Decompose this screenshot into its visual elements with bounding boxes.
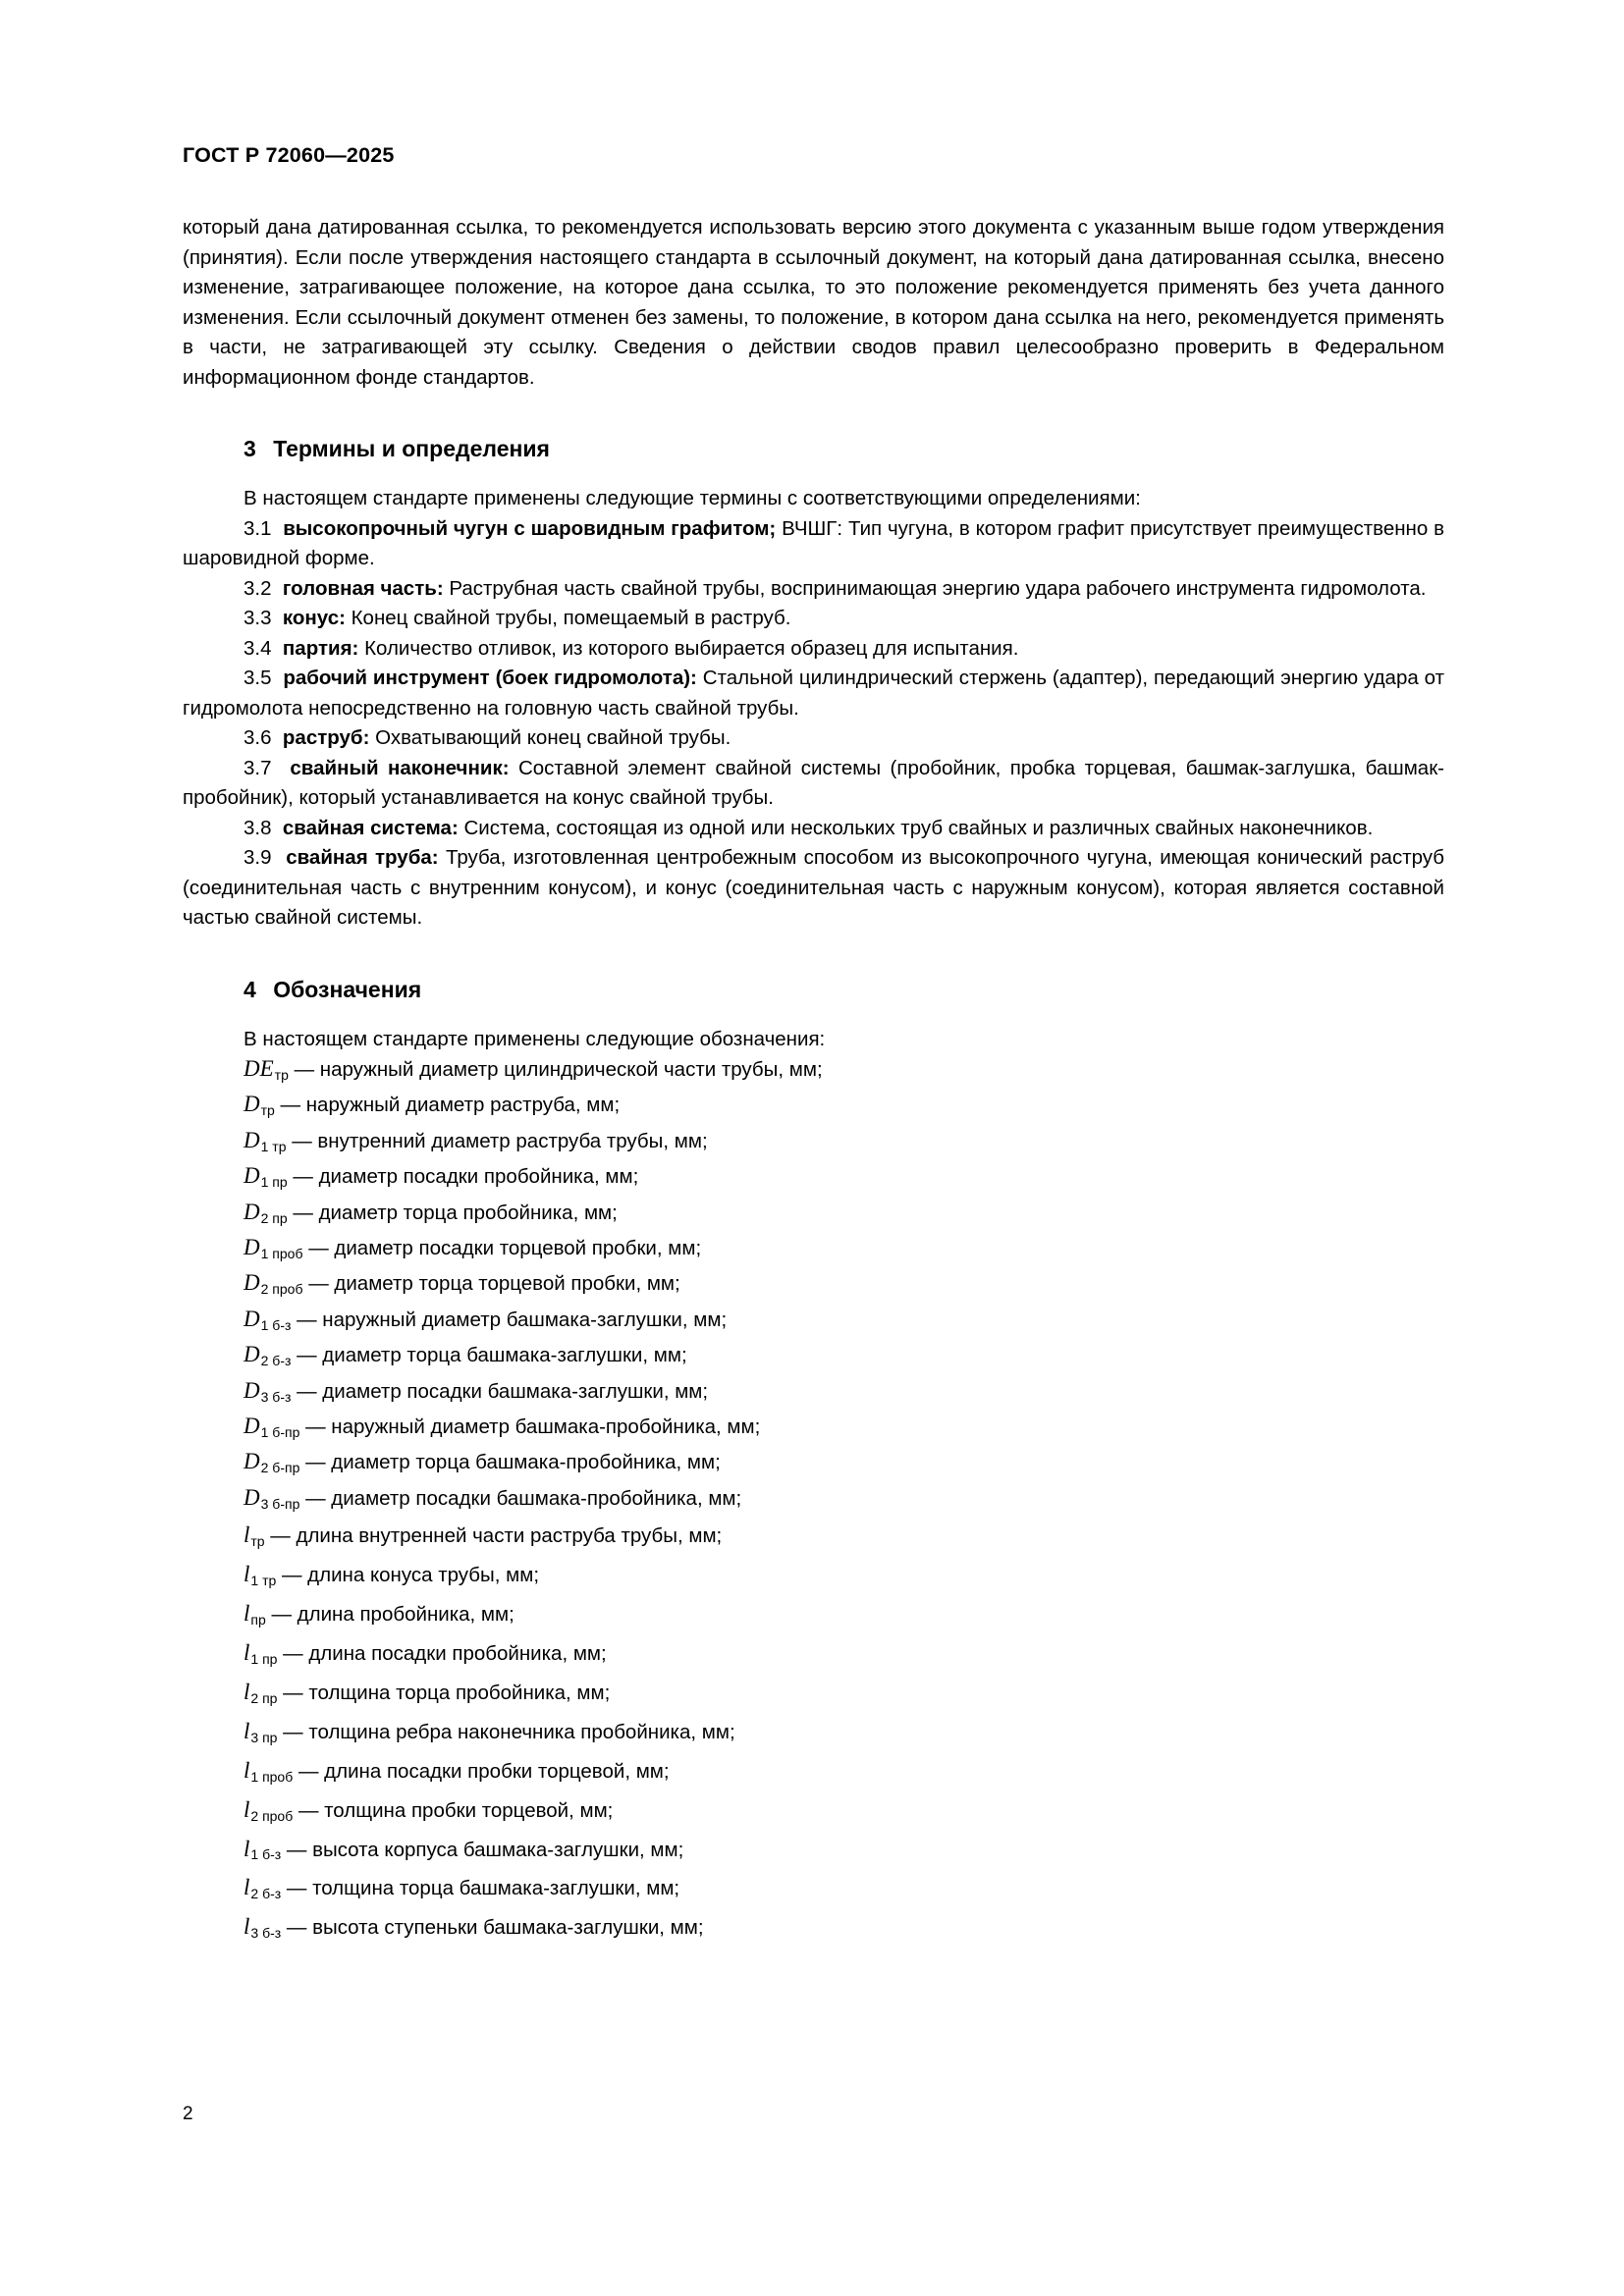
symbol-item [183,1597,1444,1636]
term-definition: Труба, изготовленная центробежным способом из высокопрочного чугуна, имеющая конический раструб (соединительная часть с внутренним конусом), и конус (соединительная часть с наружным конусом), которая является составной частью свайной системы. [183,846,1444,929]
term-name: свайная система: [282,816,459,839]
symbol-item [183,1376,1444,1412]
symbol-glyph: $l_{3 пр}$ [244,1718,278,1745]
symbol-item [183,1340,1444,1375]
term-definition: ВЧШГ: Тип чугуна, в котором графит присутствует преимущественно в шаровидной форме. [183,516,1444,569]
symbol-glyph: $D_{тр}$ [244,1092,275,1119]
term-number: 3.7 [244,756,272,779]
symbol-item [183,1833,1444,1872]
symbol-glyph: $l_{2 б-з}$ [244,1875,282,1902]
term-item [183,664,1444,723]
term-name: раструб: [282,726,370,749]
section-heading-4 [244,977,1444,1003]
symbol-item [183,1161,1444,1197]
symbol-description: — высота корпуса башмака-заглушки, мм; [286,1838,684,1861]
term-number: 3.6 [244,726,272,749]
symbol-description: — длина внутренней части раструба трубы, мм; [270,1524,723,1548]
symbol-glyph: $l_{тр}$ [244,1522,265,1550]
symbol-description: — диаметр торца башмака-заглушки, мм; [297,1344,687,1367]
symbol-glyph: $D_{1 б-пр}$ [244,1414,300,1440]
symbol-description: — внутренний диаметр раструба трубы, мм; [292,1129,708,1152]
symbol-item [183,1793,1444,1833]
symbol-description: — диаметр посадки торцевой пробки, мм; [308,1237,702,1260]
term-name: высокопрочный чугун с шаровидным графитом; [283,516,777,540]
symbol-glyph: $D_{2 б-з}$ [244,1342,292,1369]
symbol-description: — толщина торца башмака-заглушки, мм; [286,1877,680,1900]
term-definition: Охватывающий конец свайной трубы. [369,726,731,749]
symbol-description: — диаметр торца башмака-пробойника, мм; [305,1451,721,1474]
symbol-item [183,1871,1444,1910]
symbol-description: — диаметр посадки пробойника, мм; [293,1165,639,1189]
symbol-glyph: $D_{1 тр}$ [244,1127,287,1154]
symbol-glyph: $D_{3 б-пр}$ [244,1484,300,1512]
term-number: 3.8 [244,816,272,839]
symbol-item [183,1412,1444,1447]
symbol-glyph: $l_{2 проб}$ [244,1796,294,1824]
symbol-description: — толщина пробки торцевой, мм; [298,1798,614,1822]
symbol-description: — длина посадки пробойника, мм; [283,1642,607,1665]
term-name: рабочий инструмент (боек гидромолота): [283,667,697,689]
section-number-4: 4 [244,976,256,1002]
symbol-description: — высота ступеньки башмака-заглушки, мм; [286,1916,704,1940]
symbol-item [183,1198,1444,1233]
symbol-item [183,1090,1444,1125]
symbol-item [183,1268,1444,1304]
symbol-description: — диаметр торца торцевой пробки, мм; [308,1272,680,1296]
term-item [183,514,1444,574]
term-item [183,843,1444,934]
intro-paragraph: который дана датированная ссылка, то рекомендуется использовать версию этого документа с указанным выше годом утверждения (принятия). Если после утверждения настоящего стандарта в ссылочный документ, на который дана датированная ссылка, внесено изменение, затрагивающее положение, на которое дана ссылка, то это положение рекомендуется применять без учета данного изменения. Если ссылочный документ отменен без замены, то положение, в котором дана ссылка на него, рекомендуется применять в части, не затрагивающей эту ссылку. Сведения о действии сводов правил целесообразно проверить в Федеральном информационном фонде стандартов. [183,216,1444,389]
symbol-glyph: $l_{1 тр}$ [244,1562,277,1589]
symbol-item [183,1233,1444,1268]
symbol-description: — наружный диаметр цилиндрической части трубы, мм; [294,1058,823,1081]
symbol-description: — наружный диаметр башмака-пробойника, мм; [305,1415,761,1439]
term-number: 3.2 [244,576,272,600]
symbol-glyph: $l_{3 б-з}$ [244,1914,282,1942]
symbol-item [183,1483,1444,1519]
term-name: конус: [282,607,346,629]
term-number: 3.1 [244,516,272,540]
symbol-description: — толщина ребра наконечника пробойника, мм; [283,1720,735,1743]
term-item [183,634,1444,665]
symbol-item [183,1305,1444,1340]
symbol-item [183,1910,1444,1949]
term-number: 3.5 [244,667,272,689]
intro-block [183,213,1444,393]
term-definition: Конец свайной трубы, помещаемый в раструб. [345,607,791,629]
term-item [183,604,1444,634]
section-title-4: Обозначения [273,976,422,1002]
term-item [183,754,1444,814]
term-definition: Раструбная часть свайной трубы, воспринимающая энергию удара рабочего инструмента гидромолота. [443,576,1427,600]
symbol-description: — длина пробойника, мм; [271,1603,514,1627]
symbol-item [183,1447,1444,1482]
symbol-glyph: $l_{1 б-з}$ [244,1836,282,1863]
term-item [183,723,1444,754]
term-item [183,574,1444,605]
page-content [183,143,1444,1949]
symbol-description: — диаметр посадки башмака-пробойника, мм; [305,1486,742,1510]
term-number: 3.4 [244,636,272,660]
symbol-description: — толщина торца пробойника, мм; [283,1681,611,1704]
term-definition: Система, состоящая из одной или нескольких труб свайных и различных свайных наконечников. [458,816,1374,839]
symbol-glyph: $D_{2 б-пр}$ [244,1449,300,1476]
term-definition: Стальной цилиндрический стержень (адаптер), передающий энергию удара от гидромолота непосредственно на головную часть свайной трубы. [183,667,1445,720]
symbol-glyph: $l_{2 пр}$ [244,1679,278,1706]
section-title-3: Термины и определения [273,436,550,461]
symbol-glyph: $D_{2 пр}$ [244,1199,288,1226]
symbol-description: — длина конуса трубы, мм; [281,1564,540,1587]
section-number-3: 3 [244,436,256,461]
section-3-lead: В настоящем стандарте применены следующие термины с соответствующими определениями: [244,487,1141,509]
symbol-glyph: $l_{1 проб}$ [244,1757,294,1785]
term-name: головная часть: [282,576,444,600]
section-heading-3 [244,436,1444,462]
term-number: 3.3 [244,607,272,629]
term-item [183,814,1444,844]
symbol-item [183,1519,1444,1558]
symbol-item [183,1715,1444,1754]
term-definition: Составной элемент свайной системы (пробойник, пробка торцевая, башмак-заглушка, башмак-пробойник), который устанавливается на конус свайной трубы. [183,756,1444,809]
symbol-description: — диаметр посадки башмака-заглушки, мм; [297,1379,709,1403]
symbol-description: — длина посадки пробки торцевой, мм; [298,1759,670,1783]
symbol-glyph: $D_{1 б-з}$ [244,1306,292,1333]
symbol-glyph: $D_{1 проб}$ [244,1235,303,1261]
term-number: 3.9 [244,846,272,869]
symbol-glyph: $D_{3 б-з}$ [244,1377,292,1405]
symbol-item [183,1558,1444,1597]
symbol-description: — диаметр торца пробойника, мм; [293,1201,618,1224]
symbol-glyph: $l_{пр}$ [244,1601,266,1628]
symbol-glyph: $D_{2 проб}$ [244,1270,303,1298]
page-number: 2 [183,2104,193,2124]
symbol-item [183,1636,1444,1676]
document-header: ГОСТ Р 72060—2025 [183,143,395,167]
term-name: свайная труба: [286,846,439,869]
symbol-glyph: $l_{1 пр}$ [244,1640,278,1667]
symbol-glyph: $D_{1 пр}$ [244,1163,288,1191]
symbol-item [183,1754,1444,1793]
symbol-list [183,1054,1444,1949]
symbol-glyph: $DE_{тр}$ [244,1056,289,1083]
symbol-item [183,1054,1444,1090]
section-4-lead: В настоящем стандарте применены следующие обозначения: [244,1027,826,1050]
symbol-description: — наружный диаметр раструба, мм; [280,1094,621,1117]
symbol-description: — наружный диаметр башмака-заглушки, мм; [297,1308,728,1331]
term-name: свайный наконечник: [290,756,510,779]
symbol-item [183,1126,1444,1161]
symbol-item [183,1676,1444,1715]
term-name: партия: [282,636,359,660]
term-definition: Количество отливок, из которого выбирается образец для испытания. [358,636,1019,660]
